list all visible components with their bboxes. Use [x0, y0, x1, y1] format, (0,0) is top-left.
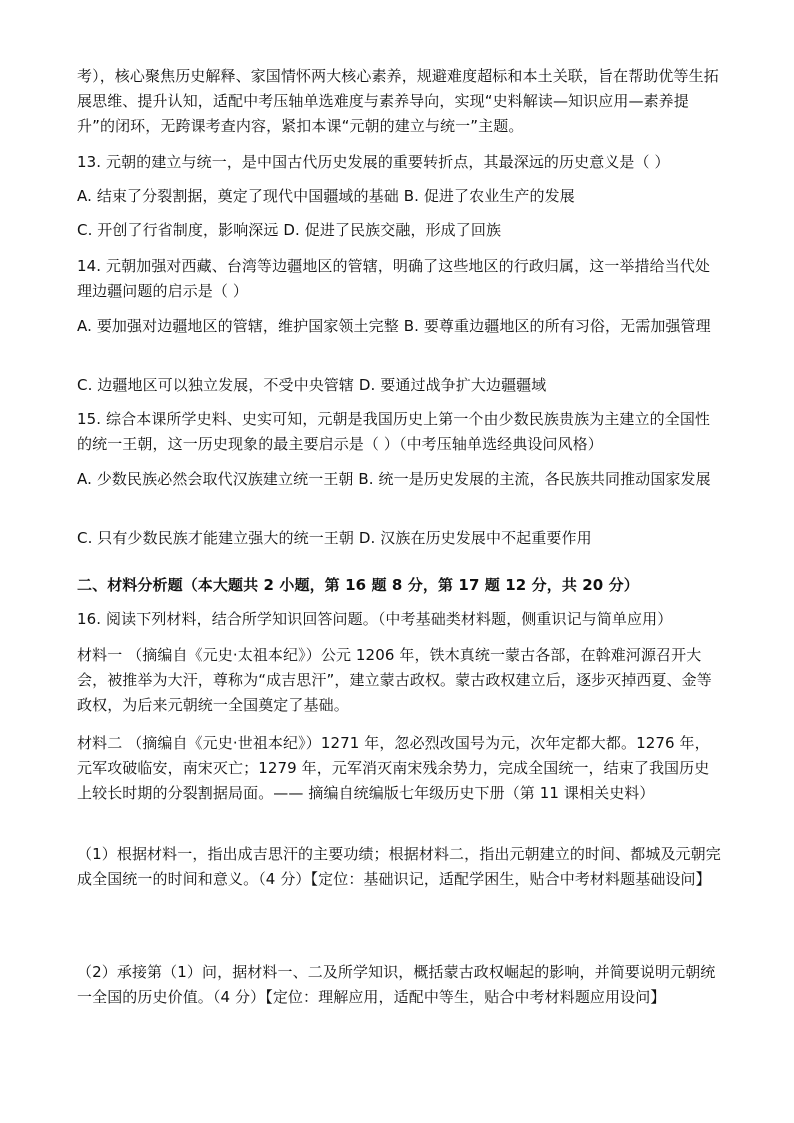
material-1: 材料一 （摘编自《元史·太祖本纪》）公元 1206 年，铁木真统一蒙古各部，在斡难河源召开大会，被推举为大汗，尊称为“成吉思汗”，建立蒙古政权。蒙古政权建立后，逐步灭掉西夏、金等政权，为后来元朝统一全国奠定了基础。: [77, 646, 712, 714]
section-2-heading: 二、材料分析题（本大题共 2 小题，第 16 题 8 分，第 17 题 12 分，共 20 分）: [77, 576, 639, 594]
question-16-stem: 16. 阅读下列材料，结合所学知识回答问题。（中考基础类材料题，侧重识记与简单应用）: [77, 610, 673, 628]
question-15-stem: 15. 综合本课所学史料、史实可知，元朝是我国历史上第一个由少数民族贵族为主建立的全国性的统一王朝，这一历史现象的最主要启示是（ ）（中考压轴单选经典设问风格）: [77, 410, 711, 453]
question-14-options-ab: A. 要加强对边疆地区的管辖，维护国家领土完整 B. 要尊重边疆地区的所有习俗，无需加强管理: [77, 317, 711, 335]
question-16-sub-1: （1）根据材料一，指出成吉思汗的主要功绩；根据材料二，指出元朝建立的时间、都城及元朝完成全国统一的时间和意义。（4 分）【定位：基础识记，适配学困生，贴合中考材料题基础设问】: [77, 845, 721, 888]
question-14-options-cd: C. 边疆地区可以独立发展，不受中央管辖 D. 要通过战争扩大边疆疆域: [77, 376, 547, 394]
question-13-options-ab: A. 结束了分裂割据，奠定了现代中国疆域的基础 B. 促进了农业生产的发展: [77, 187, 575, 205]
material-2: 材料二 （摘编自《元史·世祖本纪》）1271 年，忽必烈改国号为元，次年定都大都。1276 年，元军攻破临安，南宋灭亡；1279 年，元军消灭南宋残余势力，完成全国统一，结束了我国历史上较长时期的分裂割据局面。—— 摘编自统编版七年级历史下册（第 11 课相关史料）: [77, 734, 710, 802]
question-16-sub-2: （2）承接第（1）问，据材料一、二及所学知识，概括蒙古政权崛起的影响，并简要说明元朝统一全国的历史价值。（4 分）【定位：理解应用，适配中等生，贴合中考材料题应用设问】: [77, 963, 716, 1006]
question-15-options-ab: A. 少数民族必然会取代汉族建立统一王朝 B. 统一是历史发展的主流，各民族共同推动国家发展: [77, 470, 711, 488]
question-13-stem: 13. 元朝的建立与统一，是中国古代历史发展的重要转折点，其最深远的历史意义是（ ）: [77, 153, 670, 171]
question-14-stem: 14. 元朝加强对西藏、台湾等边疆地区的管辖，明确了这些地区的行政归属，这一举措给当代处理边疆问题的启示是（ ）: [77, 257, 711, 300]
question-15-options-cd: C. 只有少数民族才能建立强大的统一王朝 D. 汉族在历史发展中不起重要作用: [77, 529, 592, 547]
intro-paragraph: 考），核心聚焦历史解释、家国情怀两大核心素养，规避难度超标和本土关联，旨在帮助优等生拓展思维、提升认知，适配中考压轴单选难度与素养导向，实现“史料解读—知识应用—素养提升”的闭环，无跨课考查内容，紧扣本课“元朝的建立与统一”主题。: [77, 67, 719, 135]
question-13-options-cd: C. 开创了行省制度，影响深远 D. 促进了民族交融，形成了回族: [77, 221, 502, 239]
